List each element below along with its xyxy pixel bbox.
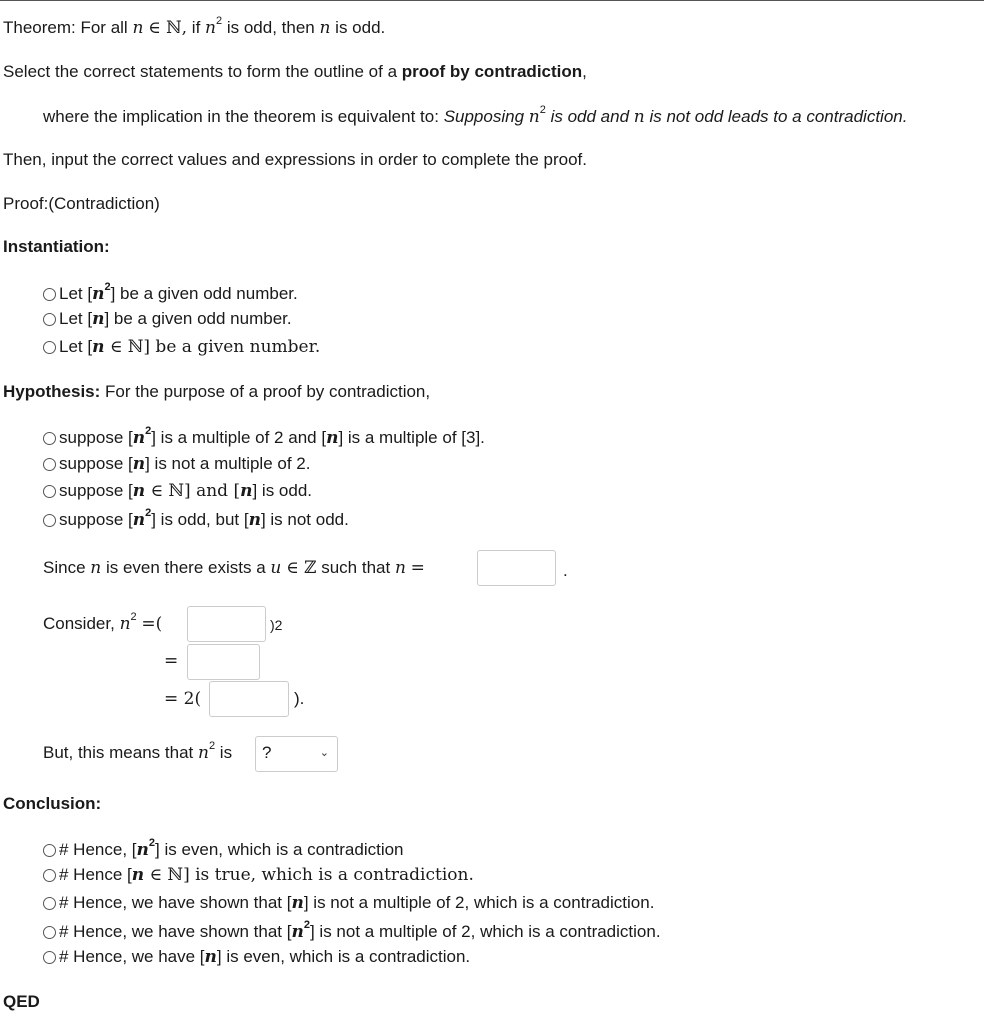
radio-button[interactable] xyxy=(43,926,56,939)
but-line: But, this means that $n^2$ is xyxy=(43,740,233,763)
conclusion-option-1[interactable]: # Hence, $[n^2]$ is even, which is a contradiction xyxy=(43,839,404,861)
radio-button[interactable] xyxy=(43,869,56,882)
theorem-line: Theorem: For all n ∈ ℕ, if $n^2$ is odd, then n is odd. xyxy=(3,15,386,38)
factored-close: ). xyxy=(294,689,305,708)
chevron-down-icon: ⌄ xyxy=(319,747,329,759)
conclusion-option-4[interactable]: # Hence, we have shown that $[n^2]$ is not a multiple of 2, which is a contradiction. xyxy=(43,921,661,943)
instantiation-option-1[interactable]: Let $[n^2]$ be a given odd number. xyxy=(43,283,298,305)
conclusion-option-3[interactable]: # Hence, we have shown that [n] is not a multiple of 2, which is a contradiction. xyxy=(43,892,654,914)
parity-dropdown[interactable] xyxy=(255,736,338,772)
input-instructions: Then, input the correct values and expressions in order to complete the proof. xyxy=(3,150,587,169)
expanded-expression-input[interactable] xyxy=(187,644,260,680)
select-instructions: Select the correct statements to form the outline of a proof by contradiction, xyxy=(3,62,587,81)
period: . xyxy=(563,561,568,580)
radio-button[interactable] xyxy=(43,288,56,301)
n-expression-input[interactable] xyxy=(477,550,556,586)
squared-base-input[interactable] xyxy=(187,606,266,642)
radio-button[interactable] xyxy=(43,458,56,471)
equals-sign-2: = xyxy=(164,651,179,671)
instantiation-heading: Instantiation: xyxy=(3,237,110,256)
parity-dropdown-value: ? xyxy=(262,743,272,762)
since-line: Since n is even there exists a u ∈ ℤ such that n = xyxy=(43,558,425,578)
instantiation-option-3[interactable]: Let [n ∈ ℕ] be a given number. xyxy=(43,336,320,358)
hypothesis-option-3[interactable]: suppose [n ∈ ℕ] and [n] is odd. xyxy=(43,480,312,502)
qed-label: QED xyxy=(3,992,40,1011)
hypothesis-line: Hypothesis: For the purpose of a proof by contradiction, xyxy=(3,382,431,401)
hypothesis-option-1[interactable]: suppose $[n^2]$ is a multiple of 2 and [n] is a multiple of [3]. xyxy=(43,427,485,449)
hypothesis-option-2[interactable]: suppose [n] is not a multiple of 2. xyxy=(43,453,310,475)
proof-label: Proof:(Contradiction) xyxy=(3,194,160,213)
radio-button[interactable] xyxy=(43,485,56,498)
top-divider xyxy=(0,0,984,1)
radio-button[interactable] xyxy=(43,313,56,326)
equivalence-statement: where the implication in the theorem is equivalent to: Supposing $n^2$ is odd and n is not odd leads to a contradiction. xyxy=(43,104,908,127)
radio-button[interactable] xyxy=(43,897,56,910)
radio-button[interactable] xyxy=(43,341,56,354)
consider-line: Consider, $n^2$ =( xyxy=(43,611,163,634)
radio-button[interactable] xyxy=(43,432,56,445)
conclusion-option-5[interactable]: # Hence, we have [n] is even, which is a contradiction. xyxy=(43,946,470,968)
conclusion-option-2[interactable]: # Hence [n ∈ ℕ] is true, which is a contradiction. xyxy=(43,864,474,886)
radio-button[interactable] xyxy=(43,951,56,964)
hypothesis-option-4[interactable]: suppose $[n^2]$ is odd, but [n] is not odd. xyxy=(43,509,349,531)
radio-button[interactable] xyxy=(43,844,56,857)
instantiation-option-2[interactable]: Let [n] be a given odd number. xyxy=(43,308,292,330)
factored-expression-input[interactable] xyxy=(209,681,289,717)
conclusion-heading: Conclusion: xyxy=(3,794,102,813)
squared-close: )2 xyxy=(270,617,283,633)
radio-button[interactable] xyxy=(43,514,56,527)
equals-two-open: = 2( xyxy=(164,689,202,709)
